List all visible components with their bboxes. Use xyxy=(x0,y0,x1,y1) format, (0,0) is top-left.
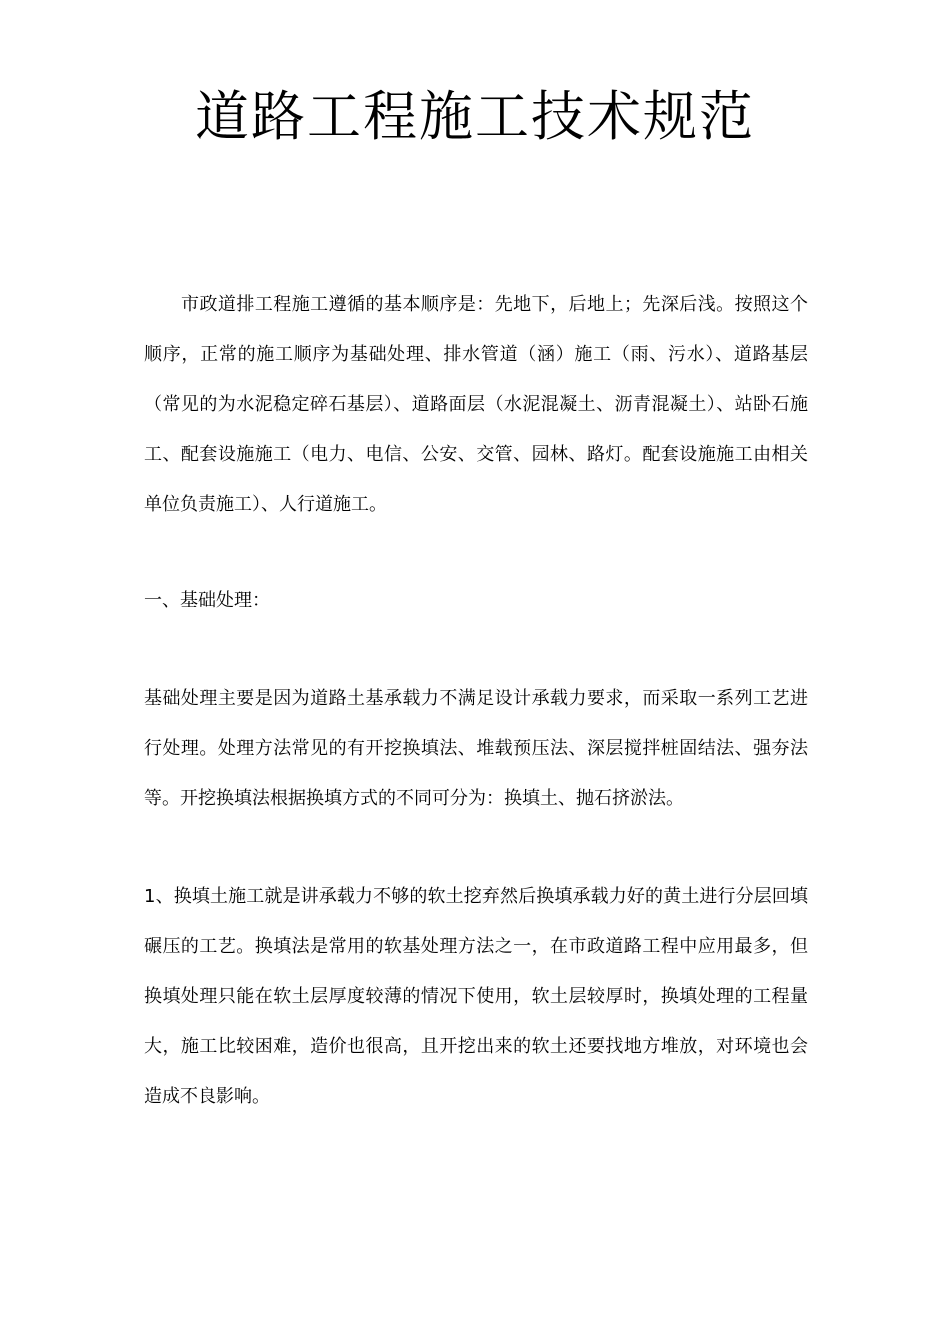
item-1-paragraph: 1、换填土施工就是讲承载力不够的软土挖弃然后换填承载力好的黄土进行分层回填碾压的工艺。换填法是常用的软基处理方法之一，在市政道路工程中应用最多，但换填处理只能在软土层厚度较薄的情况下使用，软土层较厚时，换填处理的工程量大，施工比较困难，造价也很高，且开挖出来的软土还要找地方堆放，对环境也会造成不良影响。 xyxy=(144,886,808,1107)
intro-paragraph: 市政道排工程施工遵循的基本顺序是：先地下，后地上；先深后浅。按照这个顺序，正常的施工顺序为基础处理、排水管道（涵）施工（雨、污水）、道路基层（常见的为水泥稳定碎石基层）、道路面层（水泥混凝土、沥青混凝土）、站卧石施工、配套设施施工（电力、电信、公安、交管、园林、路灯。配套设施施工由相关单位负责施工）、人行道施工。 xyxy=(144,294,808,515)
basis-paragraph: 基础处理主要是因为道路土基承载力不满足设计承载力要求，而采取一系列工艺进行处理。处理方法常见的有开挖换填法、堆载预压法、深层搅拌桩固结法、强夯法等。开挖换填法根据换填方式的不同可分为：换填土、抛石挤淤法。 xyxy=(144,688,808,809)
document-title: 道路工程施工技术规范 xyxy=(195,85,755,148)
section-heading: 一、基础处理： xyxy=(144,590,270,611)
